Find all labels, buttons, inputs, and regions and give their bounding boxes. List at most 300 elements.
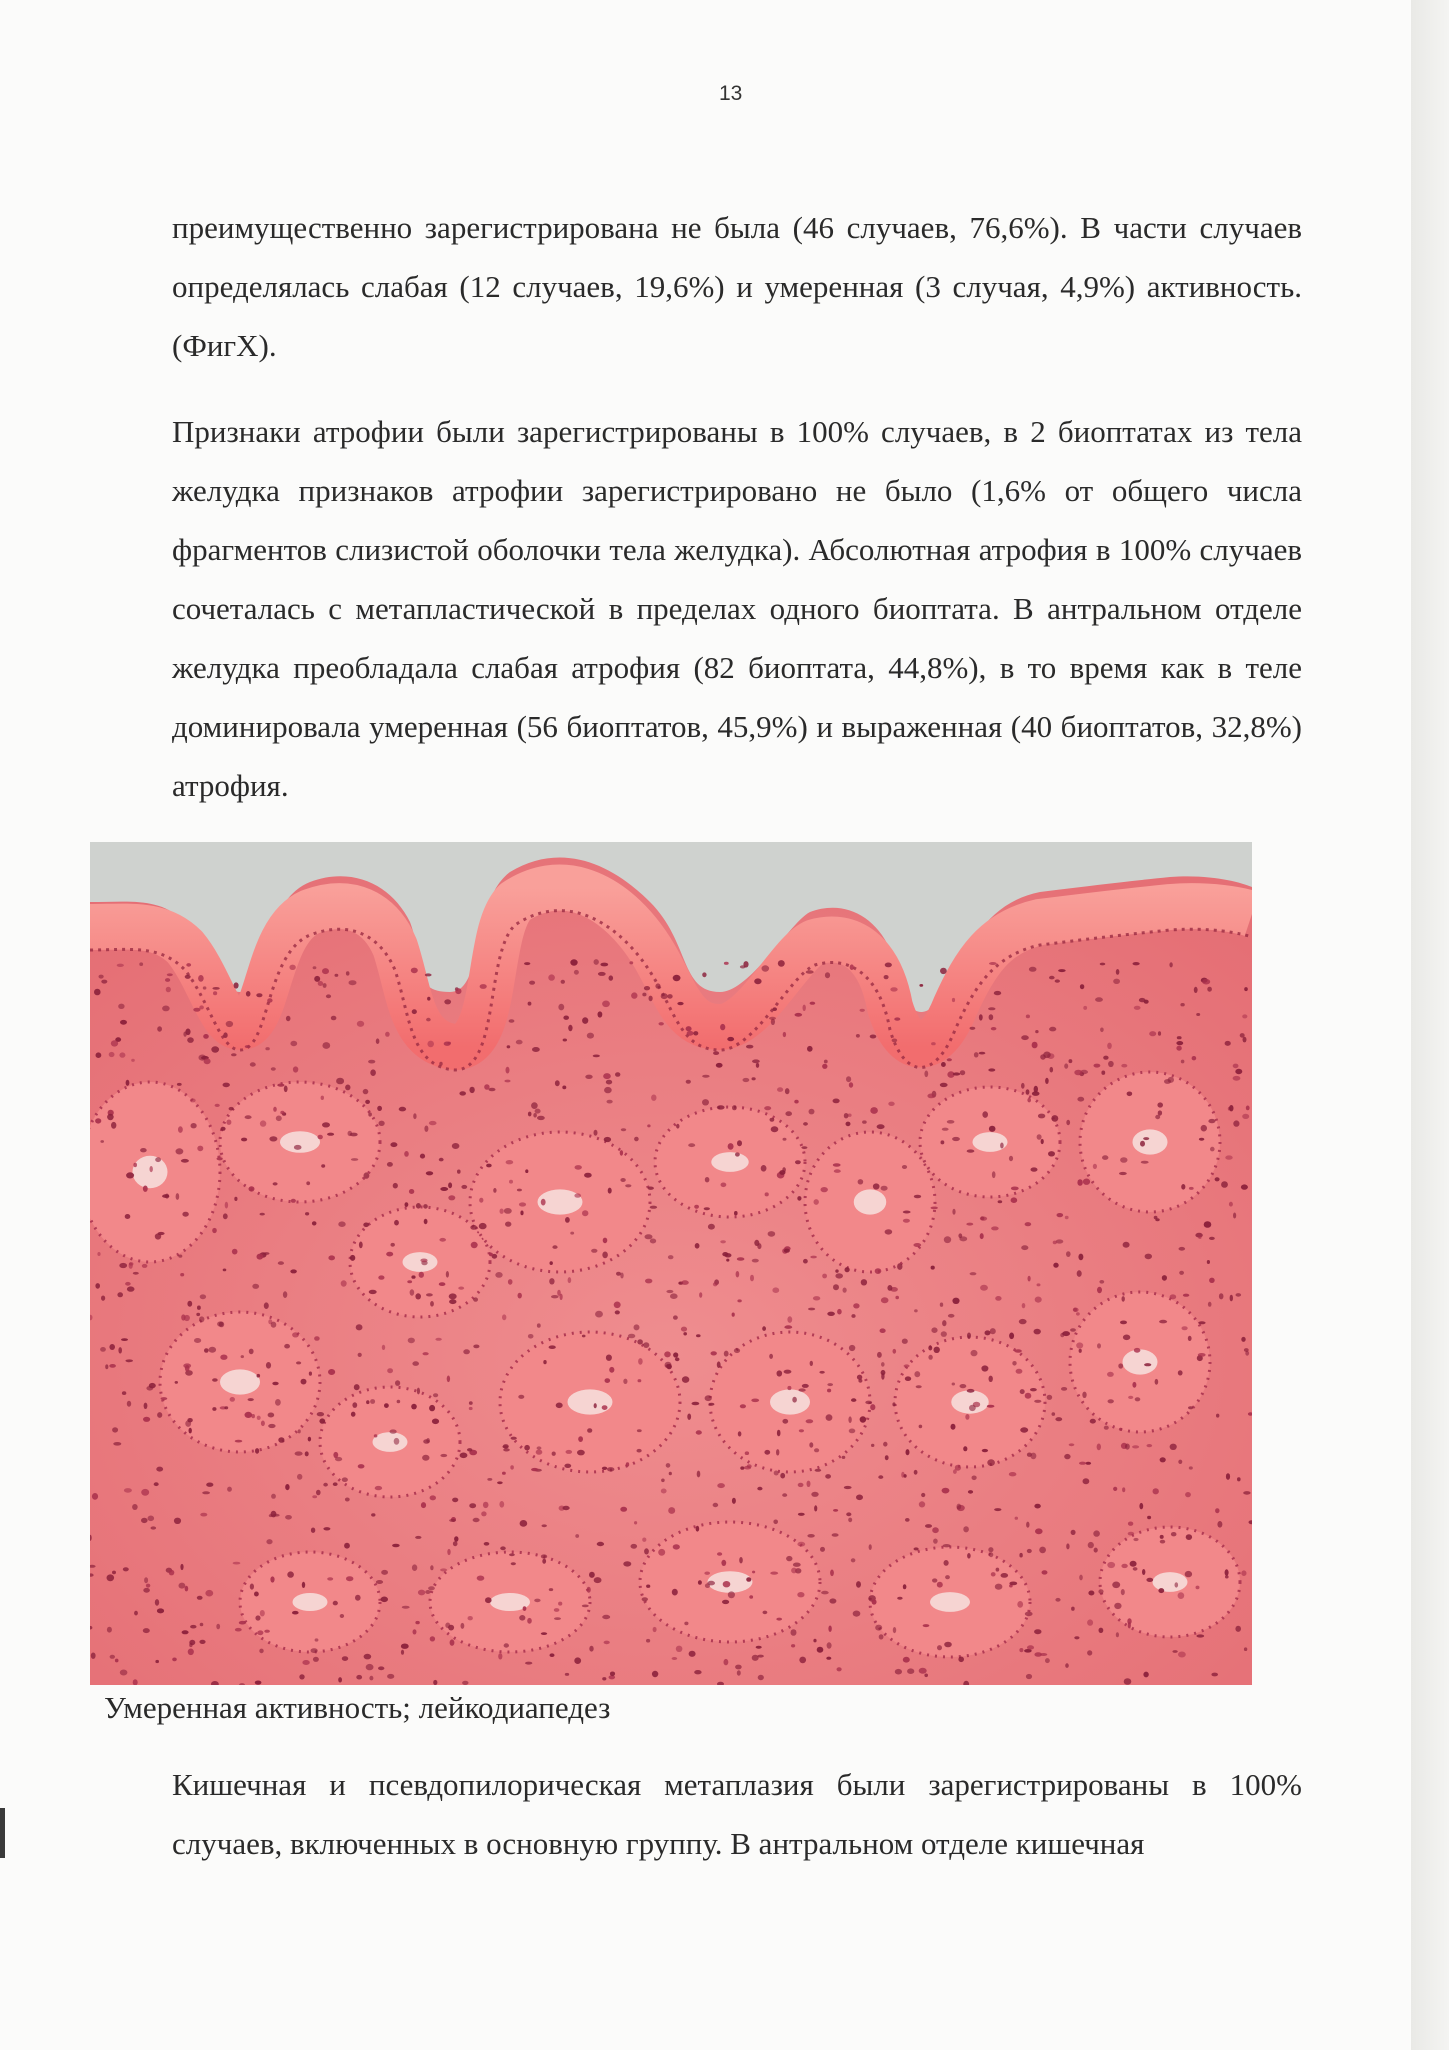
nucleus	[853, 1611, 861, 1617]
nucleus	[737, 1140, 742, 1146]
nucleus	[212, 1378, 218, 1382]
nucleus	[352, 1402, 357, 1408]
nucleus	[638, 1379, 642, 1382]
scan-edge-mark	[0, 1808, 5, 1858]
nucleus	[1069, 1443, 1075, 1446]
nucleus	[1034, 1329, 1041, 1335]
nucleus	[751, 1399, 759, 1403]
nucleus	[311, 1648, 318, 1653]
nucleus	[1066, 1543, 1069, 1549]
nucleus	[987, 1459, 995, 1466]
nucleus	[266, 1539, 272, 1544]
nucleus	[187, 1301, 192, 1307]
nucleus	[415, 1536, 421, 1539]
nucleus	[531, 1102, 538, 1109]
nucleus	[499, 1501, 504, 1508]
nucleus	[356, 1324, 363, 1330]
nucleus	[425, 973, 432, 976]
nucleus	[1025, 1222, 1032, 1226]
nucleus	[1094, 1548, 1098, 1553]
gland-lumen	[1123, 1349, 1158, 1374]
nucleus	[832, 1533, 839, 1537]
nucleus	[1019, 1319, 1027, 1324]
nucleus	[605, 1378, 611, 1383]
nucleus	[1194, 987, 1198, 993]
nucleus	[113, 1442, 121, 1446]
nucleus	[932, 1578, 937, 1582]
nucleus	[931, 1207, 938, 1210]
nucleus	[837, 1309, 842, 1315]
nucleus	[1242, 1114, 1249, 1119]
nucleus	[415, 1621, 419, 1624]
nucleus	[1026, 1522, 1029, 1528]
nucleus	[1157, 1102, 1163, 1107]
nucleus	[452, 1498, 458, 1503]
nucleus	[508, 1279, 513, 1285]
nucleus	[594, 1577, 602, 1583]
nucleus	[124, 1488, 132, 1493]
nucleus	[1178, 1460, 1182, 1464]
nucleus	[594, 959, 599, 965]
nucleus	[717, 1105, 725, 1109]
nucleus	[1037, 1283, 1041, 1286]
nucleus	[425, 1590, 430, 1594]
nucleus	[126, 1080, 130, 1086]
nucleus	[1226, 1473, 1230, 1480]
nucleus	[582, 1017, 588, 1024]
nucleus	[344, 1543, 350, 1549]
nucleus	[885, 963, 892, 968]
nucleus	[914, 1371, 920, 1377]
nucleus	[560, 1294, 563, 1300]
nucleus	[155, 1660, 159, 1663]
nucleus	[524, 962, 530, 965]
nucleus	[326, 994, 331, 998]
nucleus	[787, 1316, 792, 1323]
nucleus	[620, 1150, 623, 1156]
nucleus	[450, 1639, 455, 1645]
nucleus	[647, 1124, 650, 1127]
nucleus	[271, 1067, 276, 1070]
nucleus	[587, 1033, 594, 1039]
nucleus	[827, 1389, 831, 1393]
nucleus	[377, 1106, 382, 1111]
gland-lumen	[854, 1189, 887, 1214]
nucleus	[1028, 1276, 1031, 1282]
nucleus	[659, 1022, 664, 1025]
nucleus	[174, 1518, 181, 1524]
nucleus	[942, 1320, 946, 1326]
paragraph-activity: преимущественно зарегистрирована не была (46 случаев, 76,6%). В части случаев определялась слабая (12 случаев, 19,6%) и умеренная (3 случая, 4,9%) активность. (ФигХ).	[172, 210, 1302, 363]
nucleus	[444, 999, 451, 1004]
nucleus	[1103, 1056, 1108, 1060]
nucleus	[554, 1617, 561, 1620]
nucleus	[519, 1202, 526, 1206]
nucleus	[100, 1140, 104, 1143]
nucleus	[440, 1568, 447, 1571]
nucleus	[149, 1383, 156, 1388]
nucleus	[761, 1165, 767, 1172]
nucleus	[629, 961, 633, 964]
nucleus	[602, 1252, 608, 1259]
nucleus	[316, 1490, 321, 1496]
nucleus	[165, 1194, 169, 1199]
nucleus	[966, 1223, 973, 1226]
histology-micrograph	[90, 842, 1252, 1685]
nucleus	[884, 975, 889, 979]
gland-lumen	[280, 1131, 320, 1153]
nucleus	[264, 1302, 269, 1309]
nucleus	[1070, 1328, 1076, 1331]
nucleus	[594, 1130, 598, 1136]
nucleus	[531, 1468, 538, 1471]
nucleus	[643, 1342, 649, 1348]
nucleus	[904, 1474, 907, 1478]
nucleus	[172, 1658, 177, 1662]
nucleus	[870, 1404, 875, 1410]
nucleus	[702, 972, 706, 977]
nucleus	[952, 1137, 960, 1141]
nucleus	[148, 1516, 155, 1522]
nucleus	[541, 1632, 547, 1635]
nucleus	[924, 1071, 928, 1078]
nucleus	[593, 1055, 600, 1058]
nucleus	[313, 966, 317, 969]
nucleus	[133, 1163, 137, 1167]
nucleus	[717, 1483, 725, 1488]
nucleus	[746, 1045, 753, 1049]
nucleus	[925, 1524, 932, 1528]
nucleus	[1179, 1247, 1186, 1251]
nucleus	[489, 1088, 496, 1092]
nucleus	[606, 1355, 612, 1361]
nucleus	[1237, 1477, 1241, 1481]
nucleus	[1183, 1294, 1189, 1297]
nucleus	[968, 1490, 973, 1494]
nucleus	[885, 1229, 893, 1234]
nucleus	[194, 1338, 201, 1343]
nucleus	[368, 1060, 375, 1064]
nucleus	[520, 1211, 523, 1216]
nucleus	[504, 1643, 509, 1647]
nucleus	[1241, 1570, 1246, 1576]
nucleus	[412, 1361, 419, 1366]
nucleus	[919, 1501, 925, 1507]
nucleus	[960, 1070, 965, 1075]
nucleus	[711, 1351, 717, 1355]
nucleus	[944, 1560, 949, 1566]
nucleus	[430, 1565, 433, 1570]
nucleus	[827, 1642, 832, 1648]
nucleus	[634, 1324, 640, 1330]
nucleus	[1086, 1462, 1092, 1465]
nucleus	[921, 1493, 925, 1497]
nucleus	[537, 1446, 542, 1449]
nucleus	[96, 1052, 102, 1058]
nucleus	[246, 991, 251, 997]
nucleus	[409, 1189, 414, 1194]
nucleus	[426, 1293, 433, 1296]
nucleus	[510, 1465, 514, 1469]
nucleus	[1192, 1056, 1197, 1060]
nucleus	[318, 1135, 323, 1140]
nucleus	[835, 1269, 838, 1272]
nucleus	[1011, 1197, 1018, 1203]
nucleus	[806, 1419, 814, 1423]
nucleus	[1155, 1379, 1159, 1385]
nucleus	[1097, 1287, 1102, 1293]
nucleus	[952, 998, 955, 1002]
nucleus	[940, 1083, 948, 1087]
nucleus	[439, 1282, 446, 1286]
nucleus	[562, 1086, 566, 1090]
nucleus	[467, 1448, 472, 1451]
nucleus	[535, 1109, 541, 1114]
nucleus	[1198, 1236, 1201, 1239]
nucleus	[777, 1087, 783, 1092]
nucleus	[484, 1084, 489, 1090]
nucleus	[193, 1008, 200, 1012]
nucleus	[322, 1042, 330, 1049]
nucleus	[1077, 1097, 1084, 1102]
nucleus	[157, 1412, 162, 1418]
nucleus	[749, 1595, 753, 1599]
nucleus	[1015, 1517, 1018, 1520]
nucleus	[200, 1294, 206, 1299]
nucleus	[295, 1451, 303, 1455]
nucleus	[1233, 1076, 1241, 1081]
nucleus	[1114, 1603, 1121, 1609]
nucleus	[565, 1217, 570, 1223]
nucleus	[150, 1166, 153, 1172]
nucleus	[735, 1152, 740, 1156]
nucleus	[449, 1519, 456, 1522]
nucleus	[276, 1116, 282, 1122]
nucleus	[366, 1400, 369, 1404]
nucleus	[664, 1351, 671, 1357]
nucleus	[746, 1577, 751, 1582]
nucleus	[520, 1520, 528, 1527]
nucleus	[375, 1486, 382, 1490]
nucleus	[941, 1331, 947, 1337]
nucleus	[980, 1217, 987, 1221]
nucleus	[556, 1403, 563, 1409]
nucleus	[401, 1644, 409, 1649]
nucleus	[528, 1002, 532, 1006]
nucleus	[987, 1405, 995, 1408]
nucleus	[963, 1526, 969, 1532]
nucleus	[435, 1338, 441, 1341]
nucleus	[970, 1027, 976, 1030]
nucleus	[1107, 1372, 1114, 1377]
nucleus	[199, 1640, 205, 1644]
nucleus	[91, 1653, 96, 1659]
nucleus	[704, 1207, 710, 1210]
nucleus	[782, 1419, 788, 1424]
nucleus	[732, 1498, 736, 1504]
nucleus	[187, 1418, 192, 1422]
nucleus	[292, 1611, 299, 1615]
nucleus	[500, 1546, 506, 1550]
nucleus	[385, 1032, 390, 1037]
nucleus	[118, 1004, 124, 1009]
nucleus	[249, 1349, 254, 1355]
nucleus	[597, 1542, 604, 1546]
nucleus	[395, 1380, 400, 1386]
nucleus	[802, 1384, 809, 1388]
nucleus	[661, 1489, 667, 1494]
nucleus	[582, 1210, 588, 1216]
nucleus	[99, 975, 104, 979]
nucleus	[523, 1606, 527, 1611]
nucleus	[430, 1495, 436, 1500]
nucleus	[991, 1226, 999, 1230]
nucleus	[913, 1243, 921, 1247]
nucleus	[1029, 967, 1037, 972]
nucleus	[880, 1328, 886, 1333]
nucleus	[803, 1122, 808, 1126]
nucleus	[650, 1206, 657, 1209]
nucleus	[1233, 1064, 1239, 1069]
nucleus	[469, 1087, 474, 1093]
nucleus	[960, 1384, 967, 1388]
nucleus	[457, 1170, 461, 1174]
nucleus	[177, 1083, 182, 1086]
nucleus	[506, 1067, 510, 1074]
nucleus	[673, 1544, 680, 1549]
nucleus	[1100, 963, 1106, 966]
nucleus	[941, 1062, 946, 1067]
nucleus	[687, 1031, 694, 1036]
nucleus	[720, 1240, 726, 1243]
nucleus	[197, 1596, 203, 1600]
nucleus	[784, 1325, 792, 1329]
nucleus	[1083, 1179, 1090, 1185]
nucleus	[1189, 1466, 1193, 1469]
nucleus	[881, 1186, 888, 1191]
nucleus	[952, 1383, 955, 1386]
scan-margin	[1411, 0, 1449, 2050]
nucleus	[413, 1629, 417, 1634]
page-number: 13	[719, 82, 743, 105]
nucleus	[225, 1202, 228, 1209]
nucleus	[732, 1313, 735, 1317]
nucleus	[705, 1583, 710, 1588]
nucleus	[1035, 1297, 1042, 1303]
nucleus	[167, 973, 173, 976]
nucleus	[204, 1348, 209, 1353]
nucleus	[570, 959, 577, 965]
nucleus	[165, 978, 170, 982]
nucleus	[234, 982, 239, 988]
nucleus	[702, 1099, 709, 1105]
nucleus	[810, 1256, 817, 1259]
nucleus	[604, 1137, 611, 1142]
nucleus	[1101, 1071, 1105, 1075]
nucleus	[957, 1504, 962, 1510]
nucleus	[473, 1518, 480, 1522]
nucleus	[1217, 1521, 1222, 1528]
nucleus	[737, 1257, 745, 1261]
nucleus	[198, 975, 204, 982]
nucleus	[109, 1052, 115, 1057]
nucleus	[668, 1507, 675, 1514]
nucleus	[931, 1266, 935, 1270]
nucleus	[972, 1476, 977, 1481]
nucleus	[745, 1451, 749, 1455]
nucleus	[858, 1379, 862, 1383]
nucleus	[1158, 1588, 1164, 1593]
nucleus	[988, 1007, 995, 1010]
nucleus	[565, 1673, 569, 1676]
nucleus	[439, 1238, 446, 1242]
nucleus	[1060, 1333, 1064, 1337]
nucleus	[905, 1518, 910, 1522]
nucleus	[315, 1638, 319, 1641]
nucleus	[357, 1021, 364, 1027]
nucleus	[412, 1009, 417, 1014]
nucleus	[777, 1370, 783, 1376]
nucleus	[179, 1583, 186, 1589]
nucleus	[587, 1428, 592, 1433]
nucleus	[312, 1495, 317, 1498]
nucleus	[430, 1636, 435, 1641]
nucleus	[720, 1024, 725, 1030]
nucleus	[785, 1088, 790, 1094]
nucleus	[469, 1401, 473, 1405]
nucleus	[1087, 1650, 1092, 1655]
nucleus	[849, 1345, 855, 1351]
nucleus	[302, 1582, 305, 1588]
nucleus	[314, 976, 320, 982]
nucleus	[980, 1285, 988, 1291]
nucleus	[107, 1114, 114, 1120]
nucleus	[809, 1442, 813, 1447]
nucleus	[245, 1115, 252, 1119]
nucleus	[1141, 1161, 1149, 1164]
nucleus	[843, 1288, 847, 1293]
nucleus	[230, 1397, 235, 1402]
nucleus	[754, 1240, 759, 1246]
nucleus	[1133, 1567, 1138, 1571]
nucleus	[683, 1332, 687, 1335]
nucleus	[1021, 1083, 1025, 1089]
nucleus	[1093, 1530, 1100, 1536]
nucleus	[865, 1401, 872, 1405]
nucleus	[684, 1622, 688, 1626]
nucleus	[308, 1437, 311, 1442]
nucleus	[558, 1004, 564, 1011]
nucleus	[461, 1185, 467, 1189]
nucleus	[979, 1014, 983, 1020]
nucleus	[1056, 1239, 1064, 1243]
nucleus	[511, 1437, 517, 1440]
nucleus	[888, 1102, 894, 1106]
paragraph-metaplasia: Кишечная и псевдопилорическая метаплазия были зарегистрированы в 100% случаев, включенных в основную группу. В антральном отделе кишечная	[172, 1767, 1302, 1861]
nucleus	[554, 1608, 560, 1612]
nucleus	[321, 1164, 325, 1167]
nucleus	[470, 1225, 477, 1230]
nucleus	[433, 1680, 437, 1685]
nucleus	[696, 1334, 701, 1337]
nucleus	[945, 1575, 950, 1579]
nucleus	[739, 1557, 743, 1563]
nucleus	[1139, 998, 1146, 1002]
nucleus	[570, 1232, 574, 1235]
nucleus	[453, 1541, 458, 1546]
nucleus	[176, 1193, 180, 1200]
nucleus	[1077, 1270, 1082, 1277]
